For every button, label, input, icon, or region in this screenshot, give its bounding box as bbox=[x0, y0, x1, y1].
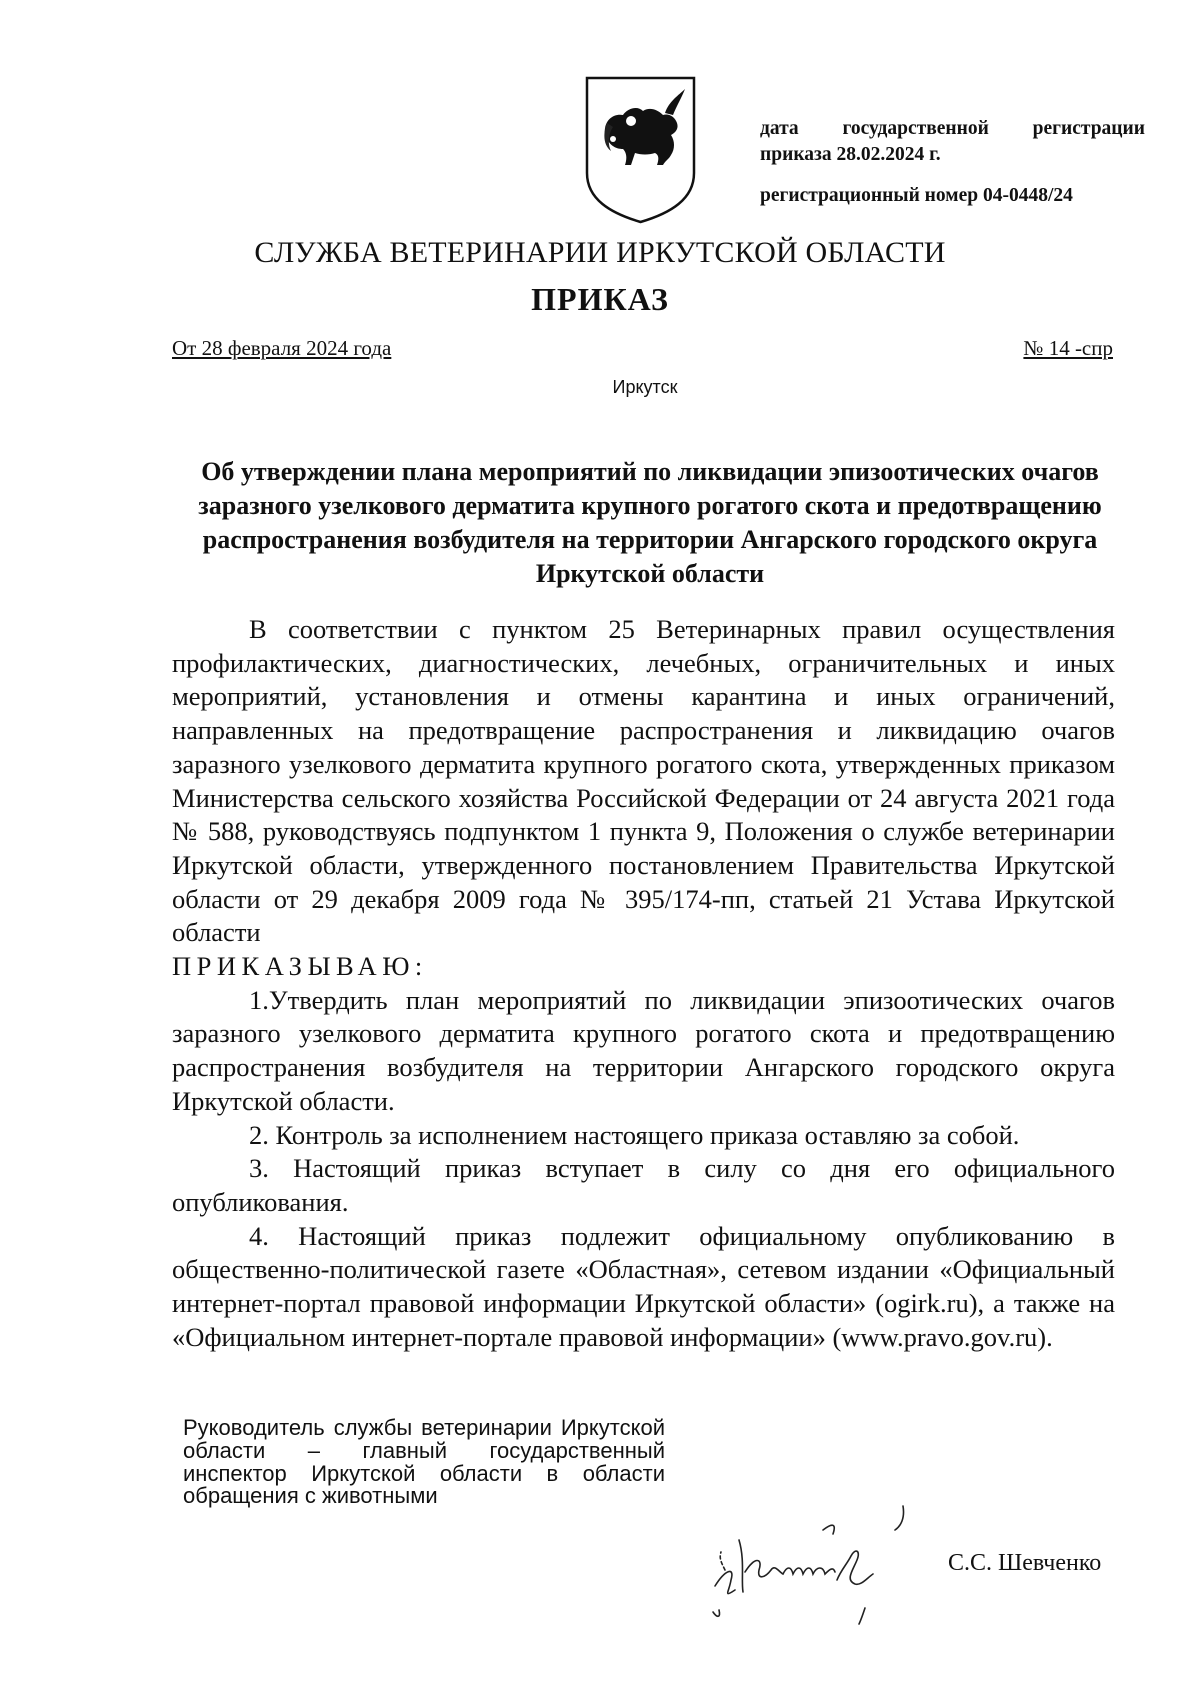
organization-name: СЛУЖБА ВЕТЕРИНАРИИ ИРКУТСКОЙ ОБЛАСТИ bbox=[254, 236, 946, 269]
order-word: ПРИКАЗЫВАЮ: bbox=[172, 951, 428, 982]
registration-date-label: дата государственной регистрации bbox=[760, 118, 1145, 139]
signatory-name: С.С. Шевченко bbox=[948, 1550, 1102, 1576]
order-body bbox=[172, 613, 1115, 1354]
signatory-position: Руководитель службы ветеринарии Иркутской области – главный государственный инспектор Иркутской области в области обращения с животными bbox=[183, 1415, 665, 1509]
preamble-paragraph: В соответствии с пунктом 25 Ветеринарных правил осуществления профилактических, диагностических, лечебных, ограничительных и иных мероприятий, установления и отмены карантина и иных ограничений, направленных на предотвращение распространения и ликвидацию очагов заразного узелкового дерматита крупного рогатого скота, утвержденных приказом Министерства сельского хозяйства Российской Федерации от 24 августа 2021 года № 588, руководствуясь подпунктом 1 пункта 9, Положения о службе ветеринарии Иркутской области, утвержденного постановлением Правительства Иркутской области от 29 декабря 2009 года № 395/174-пп, статьей 21 Устава Иркутской области bbox=[172, 614, 1115, 948]
order-number: № 14 -спр bbox=[1023, 336, 1113, 360]
order-item-3: 3. Настоящий приказ вступает в силу со дня его официального опубликования. bbox=[172, 1153, 1115, 1217]
registration-number: регистрационный номер 04-0448/24 bbox=[760, 185, 1073, 206]
registration-date-value: приказа 28.02.2024 г. bbox=[760, 144, 941, 165]
document-type-title: ПРИКАЗ bbox=[531, 281, 669, 317]
order-item-4: 4. Настоящий приказ подлежит официальному опубликованию в общественно-политической газете «Областная», сетевом издании «Официальный интернет-портал правовой информации Иркутской области» (ogirk.ru), а также на «Официальном интернет-портале правовой информации» (www.pravo.gov.ru). bbox=[172, 1220, 1115, 1352]
registration-block bbox=[760, 116, 1145, 209]
order-item-1: 1.Утвердить план мероприятий по ликвидации эпизоотических очагов заразного узелкового дерматита крупного рогатого скота и предотвращению распространения возбудителя на территории Ангарского городского округа Иркутской области. bbox=[172, 984, 1115, 1116]
order-date: От 28 февраля 2024 года bbox=[172, 336, 392, 360]
order-subject: Об утверждении плана мероприятий по ликвидации эпизоотических очагов заразного узелкового дерматита крупного рогатого скота и предотвращению распространения возбудителя на территории Ангарского городского округа Иркутской области bbox=[198, 457, 1102, 588]
order-item-2: 2. Контроль за исполнением настоящего приказа оставляю за собой. bbox=[249, 1119, 1020, 1150]
city-name: Иркутск bbox=[612, 377, 678, 397]
handwritten-signature-icon bbox=[705, 1500, 935, 1630]
coat-of-arms-icon bbox=[583, 75, 698, 225]
